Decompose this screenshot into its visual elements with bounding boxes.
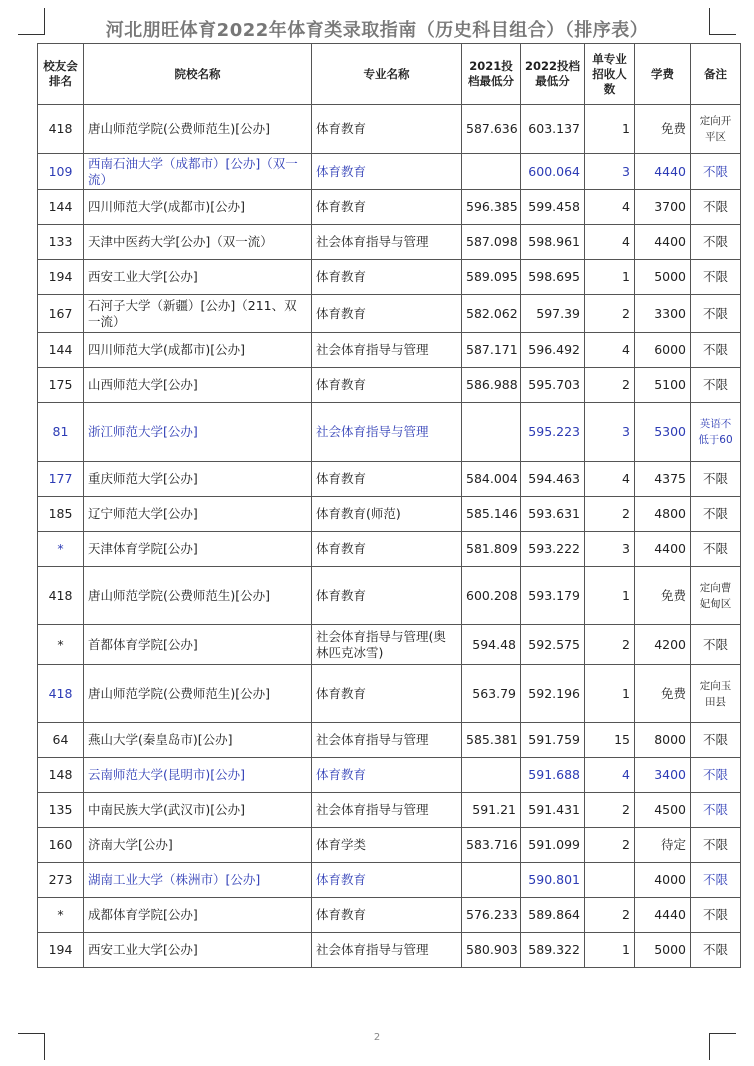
score-2022-cell: 589.322	[521, 933, 585, 968]
note-cell: 不限	[691, 793, 741, 828]
tuition-cell: 4440	[635, 898, 691, 933]
note-cell: 定向玉田县	[691, 665, 741, 723]
header-tuition: 学费	[635, 44, 691, 105]
score-2022-cell: 589.864	[521, 898, 585, 933]
school-cell: 云南师范大学(昆明市)[公办]	[84, 758, 312, 793]
score-2021-cell: 586.988	[462, 368, 521, 403]
admission-table	[37, 43, 741, 968]
score-2022-cell: 600.064	[521, 154, 585, 190]
note-cell: 不限	[691, 625, 741, 665]
rank-cell: 185	[38, 497, 84, 532]
enrollment-cell: 1	[585, 933, 635, 968]
score-2021-cell: 594.48	[462, 625, 521, 665]
major-cell: 体育教育	[312, 898, 462, 933]
major-cell: 社会体育指导与管理	[312, 403, 462, 462]
major-cell: 社会体育指导与管理	[312, 225, 462, 260]
school-cell: 唐山师范学院(公费师范生)[公办]	[84, 665, 312, 723]
school-cell: 辽宁师范大学[公办]	[84, 497, 312, 532]
note-cell: 不限	[691, 532, 741, 567]
enrollment-cell: 2	[585, 898, 635, 933]
score-2021-cell: 600.208	[462, 567, 521, 625]
score-2022-cell: 593.179	[521, 567, 585, 625]
table-header-row	[38, 44, 741, 105]
header-rank: 校友会排名	[38, 44, 84, 105]
rank-cell: 167	[38, 295, 84, 333]
note-cell: 不限	[691, 933, 741, 968]
note-cell: 不限	[691, 333, 741, 368]
score-2021-cell: 587.636	[462, 105, 521, 154]
table-row	[38, 295, 741, 333]
rank-cell: *	[38, 898, 84, 933]
score-2022-cell: 593.631	[521, 497, 585, 532]
school-cell: 浙江师范大学[公办]	[84, 403, 312, 462]
table-row	[38, 497, 741, 532]
score-2022-cell: 603.137	[521, 105, 585, 154]
school-cell: 唐山师范学院(公费师范生)[公办]	[84, 105, 312, 154]
score-2022-cell: 595.223	[521, 403, 585, 462]
table-row	[38, 532, 741, 567]
major-cell: 体育教育	[312, 105, 462, 154]
tuition-cell: 4400	[635, 225, 691, 260]
school-cell: 四川师范大学(成都市)[公办]	[84, 190, 312, 225]
enrollment-cell: 3	[585, 532, 635, 567]
score-2022-cell: 591.431	[521, 793, 585, 828]
table-row	[38, 863, 741, 898]
enrollment-cell: 4	[585, 462, 635, 497]
rank-cell: 418	[38, 665, 84, 723]
enrollment-cell: 3	[585, 154, 635, 190]
note-cell: 英语不低于60	[691, 403, 741, 462]
table-row	[38, 462, 741, 497]
enrollment-cell: 3	[585, 403, 635, 462]
major-cell: 体育学类	[312, 828, 462, 863]
school-cell: 石河子大学（新疆）[公办]（211、双一流）	[84, 295, 312, 333]
table-row	[38, 333, 741, 368]
note-cell: 不限	[691, 863, 741, 898]
major-cell: 社会体育指导与管理	[312, 933, 462, 968]
rank-cell: 109	[38, 154, 84, 190]
table-body	[38, 105, 741, 968]
tuition-cell: 免费	[635, 105, 691, 154]
score-2022-cell: 590.801	[521, 863, 585, 898]
school-cell: 首都体育学院[公办]	[84, 625, 312, 665]
rank-cell: 418	[38, 105, 84, 154]
table-row	[38, 225, 741, 260]
tuition-cell: 待定	[635, 828, 691, 863]
school-cell: 唐山师范学院(公费师范生)[公办]	[84, 567, 312, 625]
note-cell: 不限	[691, 497, 741, 532]
tuition-cell: 免费	[635, 665, 691, 723]
major-cell: 体育教育	[312, 758, 462, 793]
school-cell: 中南民族大学(武汉市)[公办]	[84, 793, 312, 828]
table-row	[38, 665, 741, 723]
table-row	[38, 723, 741, 758]
school-cell: 重庆师范大学[公办]	[84, 462, 312, 497]
major-cell: 体育教育	[312, 567, 462, 625]
score-2021-cell	[462, 758, 521, 793]
school-cell: 山西师范大学[公办]	[84, 368, 312, 403]
enrollment-cell: 1	[585, 665, 635, 723]
score-2021-cell: 591.21	[462, 793, 521, 828]
tuition-cell: 3700	[635, 190, 691, 225]
rank-cell: 81	[38, 403, 84, 462]
score-2021-cell: 581.809	[462, 532, 521, 567]
score-2022-cell: 599.458	[521, 190, 585, 225]
rank-cell: 133	[38, 225, 84, 260]
note-cell: 不限	[691, 828, 741, 863]
note-cell: 定向曹妃甸区	[691, 567, 741, 625]
rank-cell: 148	[38, 758, 84, 793]
score-2021-cell: 589.095	[462, 260, 521, 295]
tuition-cell: 8000	[635, 723, 691, 758]
score-2022-cell: 592.575	[521, 625, 585, 665]
major-cell: 体育教育	[312, 368, 462, 403]
school-cell: 西南石油大学（成都市）[公办]（双一流）	[84, 154, 312, 190]
major-cell: 体育教育(师范)	[312, 497, 462, 532]
score-2022-cell: 591.099	[521, 828, 585, 863]
score-2021-cell: 583.716	[462, 828, 521, 863]
tuition-cell: 4500	[635, 793, 691, 828]
table-row	[38, 105, 741, 154]
table-row	[38, 403, 741, 462]
enrollment-cell: 4	[585, 225, 635, 260]
enrollment-cell: 2	[585, 497, 635, 532]
rank-cell: *	[38, 625, 84, 665]
major-cell: 体育教育	[312, 665, 462, 723]
enrollment-cell: 4	[585, 758, 635, 793]
rank-cell: 194	[38, 933, 84, 968]
table-row	[38, 190, 741, 225]
note-cell: 不限	[691, 190, 741, 225]
enrollment-cell: 1	[585, 260, 635, 295]
rank-cell: 175	[38, 368, 84, 403]
score-2021-cell: 580.903	[462, 933, 521, 968]
major-cell: 社会体育指导与管理(奥林匹克冰雪)	[312, 625, 462, 665]
major-cell: 社会体育指导与管理	[312, 793, 462, 828]
rank-cell: 273	[38, 863, 84, 898]
score-2022-cell: 594.463	[521, 462, 585, 497]
header-major: 专业名称	[312, 44, 462, 105]
document-title: 河北朋旺体育2022年体育类录取指南（历史科目组合）（排序表）	[105, 20, 649, 41]
enrollment-cell: 15	[585, 723, 635, 758]
enrollment-cell	[585, 863, 635, 898]
score-2021-cell: 596.385	[462, 190, 521, 225]
school-cell: 济南大学[公办]	[84, 828, 312, 863]
enrollment-cell: 1	[585, 567, 635, 625]
table-row	[38, 625, 741, 665]
tuition-cell: 5300	[635, 403, 691, 462]
score-2021-cell: 584.004	[462, 462, 521, 497]
enrollment-cell: 2	[585, 368, 635, 403]
enrollment-cell: 1	[585, 105, 635, 154]
school-cell: 天津体育学院[公办]	[84, 532, 312, 567]
table-row	[38, 793, 741, 828]
score-2021-cell	[462, 863, 521, 898]
school-cell: 四川师范大学(成都市)[公办]	[84, 333, 312, 368]
rank-cell: 177	[38, 462, 84, 497]
score-2022-cell: 597.39	[521, 295, 585, 333]
header-score-2022: 2022投档最低分	[521, 44, 585, 105]
header-enrollment: 单专业招收人数	[585, 44, 635, 105]
school-cell: 西安工业大学[公办]	[84, 933, 312, 968]
score-2021-cell: 587.098	[462, 225, 521, 260]
major-cell: 社会体育指导与管理	[312, 723, 462, 758]
rank-cell: 144	[38, 190, 84, 225]
school-cell: 天津中医药大学[公办]（双一流）	[84, 225, 312, 260]
rank-cell: 144	[38, 333, 84, 368]
enrollment-cell: 2	[585, 828, 635, 863]
note-cell: 不限	[691, 758, 741, 793]
score-2021-cell: 587.171	[462, 333, 521, 368]
header-school: 院校名称	[84, 44, 312, 105]
rank-cell: 418	[38, 567, 84, 625]
table-row	[38, 758, 741, 793]
score-2022-cell: 591.759	[521, 723, 585, 758]
note-cell: 不限	[691, 462, 741, 497]
rank-cell: 135	[38, 793, 84, 828]
major-cell: 体育教育	[312, 532, 462, 567]
score-2022-cell: 592.196	[521, 665, 585, 723]
enrollment-cell: 4	[585, 190, 635, 225]
table-row	[38, 933, 741, 968]
table-row	[38, 368, 741, 403]
score-2022-cell: 596.492	[521, 333, 585, 368]
score-2022-cell: 598.695	[521, 260, 585, 295]
rank-cell: 160	[38, 828, 84, 863]
tuition-cell: 3300	[635, 295, 691, 333]
tuition-cell: 4000	[635, 863, 691, 898]
note-cell: 不限	[691, 898, 741, 933]
score-2021-cell: 585.381	[462, 723, 521, 758]
tuition-cell: 4400	[635, 532, 691, 567]
enrollment-cell: 4	[585, 333, 635, 368]
major-cell: 社会体育指导与管理	[312, 333, 462, 368]
score-2021-cell	[462, 403, 521, 462]
header-score-2021: 2021投档最低分	[462, 44, 521, 105]
note-cell: 不限	[691, 295, 741, 333]
major-cell: 体育教育	[312, 154, 462, 190]
tuition-cell: 5000	[635, 260, 691, 295]
note-cell: 不限	[691, 723, 741, 758]
tuition-cell: 免费	[635, 567, 691, 625]
school-cell: 西安工业大学[公办]	[84, 260, 312, 295]
note-cell: 不限	[691, 260, 741, 295]
enrollment-cell: 2	[585, 295, 635, 333]
table-row	[38, 898, 741, 933]
note-cell: 不限	[691, 225, 741, 260]
note-cell: 不限	[691, 368, 741, 403]
school-cell: 湖南工业大学（株洲市）[公办]	[84, 863, 312, 898]
score-2021-cell: 576.233	[462, 898, 521, 933]
table-row	[38, 260, 741, 295]
score-2021-cell: 585.146	[462, 497, 521, 532]
rank-cell: *	[38, 532, 84, 567]
tuition-cell: 4200	[635, 625, 691, 665]
score-2021-cell: 582.062	[462, 295, 521, 333]
table-row	[38, 567, 741, 625]
table-row	[38, 154, 741, 190]
school-cell: 燕山大学(秦皇岛市)[公办]	[84, 723, 312, 758]
score-2021-cell	[462, 154, 521, 190]
major-cell: 体育教育	[312, 295, 462, 333]
major-cell: 体育教育	[312, 190, 462, 225]
score-2022-cell: 598.961	[521, 225, 585, 260]
score-2022-cell: 591.688	[521, 758, 585, 793]
major-cell: 体育教育	[312, 863, 462, 898]
score-2022-cell: 593.222	[521, 532, 585, 567]
school-cell: 成都体育学院[公办]	[84, 898, 312, 933]
enrollment-cell: 2	[585, 625, 635, 665]
major-cell: 体育教育	[312, 260, 462, 295]
page-number: 2	[373, 1032, 381, 1043]
table-row	[38, 828, 741, 863]
tuition-cell: 4375	[635, 462, 691, 497]
score-2022-cell: 595.703	[521, 368, 585, 403]
tuition-cell: 5000	[635, 933, 691, 968]
note-cell: 定向开平区	[691, 105, 741, 154]
header-note: 备注	[691, 44, 741, 105]
score-2021-cell: 563.79	[462, 665, 521, 723]
rank-cell: 64	[38, 723, 84, 758]
major-cell: 体育教育	[312, 462, 462, 497]
rank-cell: 194	[38, 260, 84, 295]
tuition-cell: 4440	[635, 154, 691, 190]
enrollment-cell: 2	[585, 793, 635, 828]
tuition-cell: 5100	[635, 368, 691, 403]
note-cell: 不限	[691, 154, 741, 190]
tuition-cell: 3400	[635, 758, 691, 793]
tuition-cell: 6000	[635, 333, 691, 368]
tuition-cell: 4800	[635, 497, 691, 532]
